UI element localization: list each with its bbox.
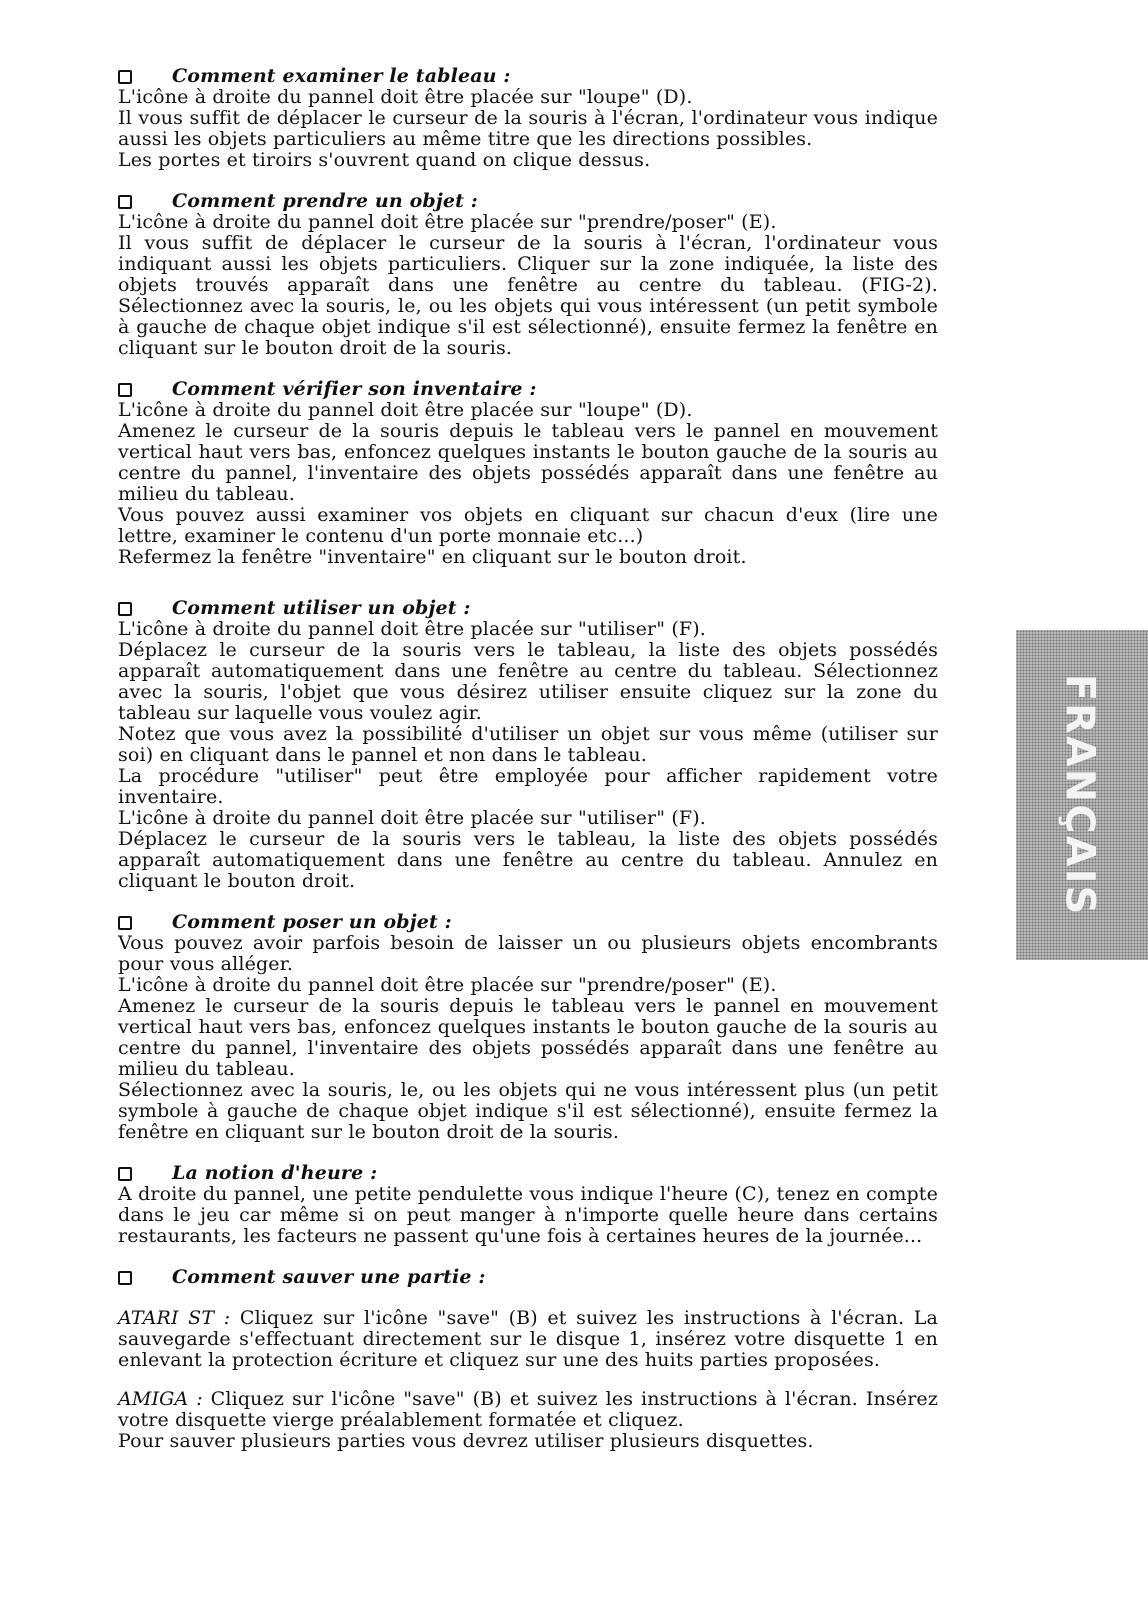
section-heading [118,1163,938,1184]
side-tab-label-wrap [1048,673,1110,917]
checkbox-bullet-icon [118,1167,132,1181]
section-title: Comment utiliser un objet : [172,597,471,619]
checkbox-bullet-icon [118,383,132,397]
section-heading [118,1267,938,1288]
section-time [118,1163,938,1247]
section-title: La notion d'heure : [172,1162,378,1184]
section-title: Comment vérifier son inventaire : [172,378,537,400]
section-inventory [118,379,938,568]
checkbox-bullet-icon [118,195,132,209]
section-use [118,598,938,892]
platform-text: Cliquez sur l'icône "save" (B) et suivez les instructions à l'écran. Insérez votre disquette vierge préalablement formatée et cliquez. [118,1388,938,1431]
paragraph: Déplacez le curseur de la souris vers le tableau, la liste des objets possédés apparaît automatiquement dans une fenêtre au centre du tableau. Annulez en cliquant le bouton droit. [118,828,938,892]
section-examine [118,66,938,171]
paragraph: Pour sauver plusieurs parties vous devrez utiliser plusieurs disquettes. [118,1430,814,1452]
paragraph: Vous pouvez avoir parfois besoin de laisser un ou plusieurs objets encombrants pour vous alléger. [118,932,938,975]
platform-label: AMIGA : [118,1388,203,1410]
checkbox-bullet-icon [118,916,132,930]
paragraph: A droite du pannel, une petite pendulette vous indique l'heure (C), tenez en compte dans le jeu car même si on peut manger à n'importe quelle heure dans certains restaurants, les facteurs ne passent qu'une fois à certaines heures de la journée... [118,1183,938,1247]
section-heading [118,191,938,212]
platform-label: ATARI ST : [118,1307,231,1329]
paragraph: L'icône à droite du pannel doit être placée sur "utiliser" (F). [118,618,706,640]
paragraph: Vous pouvez aussi examiner vos objets en cliquant sur chacun d'eux (lire une lettre, examiner le contenu d'un porte monnaie etc...) [118,504,938,547]
paragraph-atari [118,1308,938,1371]
section-title: Comment sauver une partie : [172,1266,486,1288]
checkbox-bullet-icon [118,602,132,616]
paragraph: Déplacez le curseur de la souris vers le tableau, la liste des objets possédés apparaît automatiquement dans une fenêtre au centre du tableau. Sélectionnez avec la souris, l'objet que vous désirez utiliser ensuite cliquez sur la zone du tableau sur laquelle vous voulez agir. [118,639,938,724]
paragraph: Amenez le curseur de la souris depuis le tableau vers le pannel en mouvement vertical haut vers bas, enfoncez quelques instants le bouton gauche de la souris au centre du pannel, l'inventaire des objets possédés apparaît dans une fenêtre au milieu du tableau. [118,995,938,1080]
paragraph: L'icône à droite du pannel doit être placée sur "utiliser" (F). [118,807,706,829]
paragraph: L'icône à droite du pannel doit être placée sur "prendre/poser" (E). [118,974,777,996]
manual-page [118,66,938,1472]
section-heading [118,66,938,87]
paragraph: La procédure "utiliser" peut être employée pour afficher rapidement votre inventaire. [118,765,938,808]
paragraph: Il vous suffit de déplacer le curseur de la souris à l'écran, l'ordinateur vous indiquant aussi les objets particuliers. Cliquer sur la zone indiquée, la liste des objets trouvés apparaît dans une fenêtre au centre du tableau. (FIG-2). Sélectionnez avec la souris, le, ou les objets qui vous intéressent (un petit symbole à gauche de chaque objet indique s'il est sélectionné), ensuite fermez la fenêtre en cliquant sur le bouton droit de la souris. [118,232,938,359]
section-heading [118,598,938,619]
platform-text: Cliquez sur l'icône "save" (B) et suivez les instructions à l'écran. La sauvegarde s'effectuant directement sur le disque 1, insérez votre disquette 1 en enlevant la protection écriture et cliquez sur une des huits parties proposées. [118,1307,938,1371]
section-drop [118,912,938,1143]
paragraph: Amenez le curseur de la souris depuis le tableau vers le pannel en mouvement vertical haut vers bas, enfoncez quelques instants le bouton gauche de la souris au centre du pannel, l'inventaire des objets possédés apparaît dans une fenêtre au milieu du tableau. [118,420,938,505]
section-save [118,1267,938,1452]
paragraph-amiga [118,1389,938,1431]
paragraph: Sélectionnez avec la souris, le, ou les objets qui ne vous intéressent plus (un petit symbole à gauche de chaque objet indique s'il est sélectionné), ensuite fermez la fenêtre en cliquant sur le bouton droit de la souris. [118,1079,938,1143]
language-side-tab [1016,630,1148,960]
paragraph: Les portes et tiroirs s'ouvrent quand on clique dessus. [118,149,651,171]
section-heading [118,379,938,400]
side-tab-label: FRANÇAIS [1056,673,1102,917]
section-heading [118,912,938,933]
section-take [118,191,938,359]
paragraph: L'icône à droite du pannel doit être placée sur "loupe" (D). [118,399,693,421]
section-title: Comment examiner le tableau : [172,65,511,87]
paragraph: Notez que vous avez la possibilité d'utiliser un objet sur vous même (utiliser sur soi) en cliquant dans le pannel et non dans le tableau. [118,723,938,766]
paragraph: Refermez la fenêtre "inventaire" en cliquant sur le bouton droit. [118,546,747,568]
section-title: Comment poser un objet : [172,911,452,933]
paragraph: L'icône à droite du pannel doit être placée sur "loupe" (D). [118,86,693,108]
paragraph: L'icône à droite du pannel doit être placée sur "prendre/poser" (E). [118,211,777,233]
checkbox-bullet-icon [118,70,132,84]
paragraph: Il vous suffit de déplacer le curseur de la souris à l'écran, l'ordinateur vous indique aussi les objets particuliers au même titre que les directions possibles. [118,107,938,150]
checkbox-bullet-icon [118,1271,132,1285]
section-title: Comment prendre un objet : [172,190,478,212]
